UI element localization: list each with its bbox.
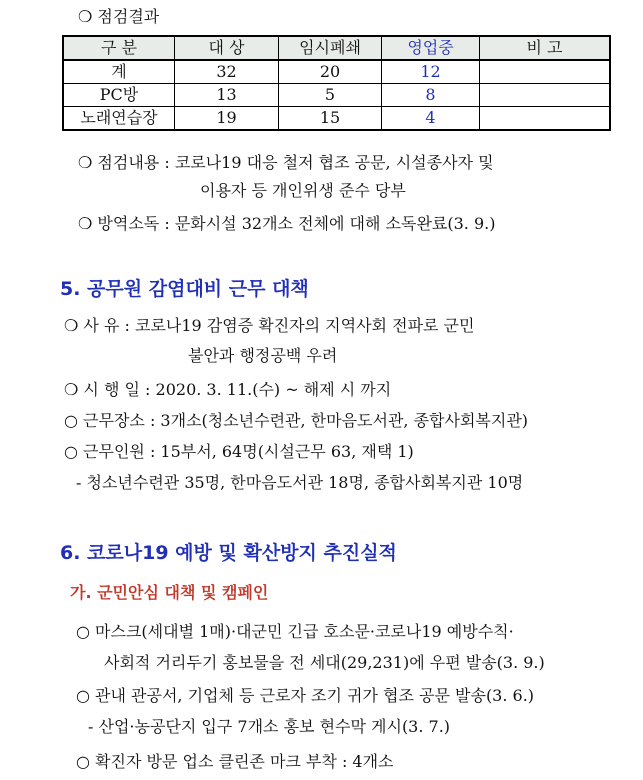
work-places: ○ 근무장소 : 3개소(청소년수련관, 한마음도서관, 종합사회복지관) <box>64 411 529 430</box>
header-target: 대 상 <box>175 36 279 60</box>
cell-category: 계 <box>63 60 175 84</box>
table-row <box>63 60 610 84</box>
cell-remarks <box>480 107 611 131</box>
cell-closed: 15 <box>279 107 382 131</box>
cell-open: 4 <box>382 107 480 131</box>
inspection-content: ❍ 점검내용 : 코로나19 대응 철저 협조 공문, 시설종사자 및 <box>78 153 494 172</box>
header-open: 영업중 <box>382 36 480 60</box>
result-heading: ❍ 점검결과 <box>78 7 160 26</box>
cell-closed: 20 <box>279 60 382 84</box>
banner-notice: - 산업·농공단지 입구 7개소 홍보 현수막 게시(3. 7.) <box>88 717 451 736</box>
header-remarks: 비 고 <box>480 36 611 60</box>
mask-distribution: ○ 마스크(세대별 1매)·대군민 긴급 호소문·코로나19 예방수칙· <box>76 622 514 641</box>
cell-remarks <box>480 60 611 84</box>
cell-closed: 5 <box>279 84 382 107</box>
section-6-title: 6. 코로나19 예방 및 확산방지 추진실적 <box>60 542 397 564</box>
reason-line: ❍ 사 유 : 코로나19 감염증 확진자의 지역사회 전파로 군민 <box>64 316 475 335</box>
disinfection-note: ❍ 방역소독 : 문화시설 32개소 전체에 대해 소독완료(3. 9.) <box>78 214 496 233</box>
header-closed: 임시폐쇄 <box>279 36 382 60</box>
header-category: 구 분 <box>63 36 175 60</box>
table-row <box>63 84 610 107</box>
cell-remarks <box>480 84 611 107</box>
clean-zone-mark: ○ 확진자 방문 업소 클린존 마크 부착 : 4개소 <box>76 752 394 771</box>
section-6-subtitle: 가. 군민안심 대책 및 캠페인 <box>70 583 269 602</box>
reason-line-cont: 불안과 행정공백 우려 <box>188 346 338 365</box>
table-row <box>63 107 610 131</box>
staff-detail: - 청소년수련관 35명, 한마음도서관 18명, 종합사회복지관 10명 <box>76 473 524 492</box>
inspection-content-cont: 이용자 등 개인위생 준수 당부 <box>200 181 406 200</box>
cell-target: 19 <box>175 107 279 131</box>
cell-open: 12 <box>382 60 480 84</box>
mask-distribution-cont: 사회적 거리두기 홍보물을 전 세대(29,231)에 우편 발송(3. 9.) <box>104 653 545 672</box>
inspection-result-table <box>62 35 611 131</box>
table-header-row <box>63 36 610 60</box>
section-5-title: 5. 공무원 감염대비 근무 대책 <box>60 278 309 300</box>
effective-date: ❍ 시 행 일 : 2020. 3. 11.(수) ~ 해제 시 까지 <box>64 380 392 399</box>
cell-open: 8 <box>382 84 480 107</box>
cell-category: 노래연습장 <box>63 107 175 131</box>
early-return-notice: ○ 관내 관공서, 기업체 등 근로자 조기 귀가 협조 공문 발송(3. 6.) <box>76 686 535 705</box>
cell-target: 13 <box>175 84 279 107</box>
cell-target: 32 <box>175 60 279 84</box>
cell-category: PC방 <box>63 84 175 107</box>
work-staff: ○ 근무인원 : 15부서, 64명(시설근무 63, 재택 1) <box>64 442 414 461</box>
